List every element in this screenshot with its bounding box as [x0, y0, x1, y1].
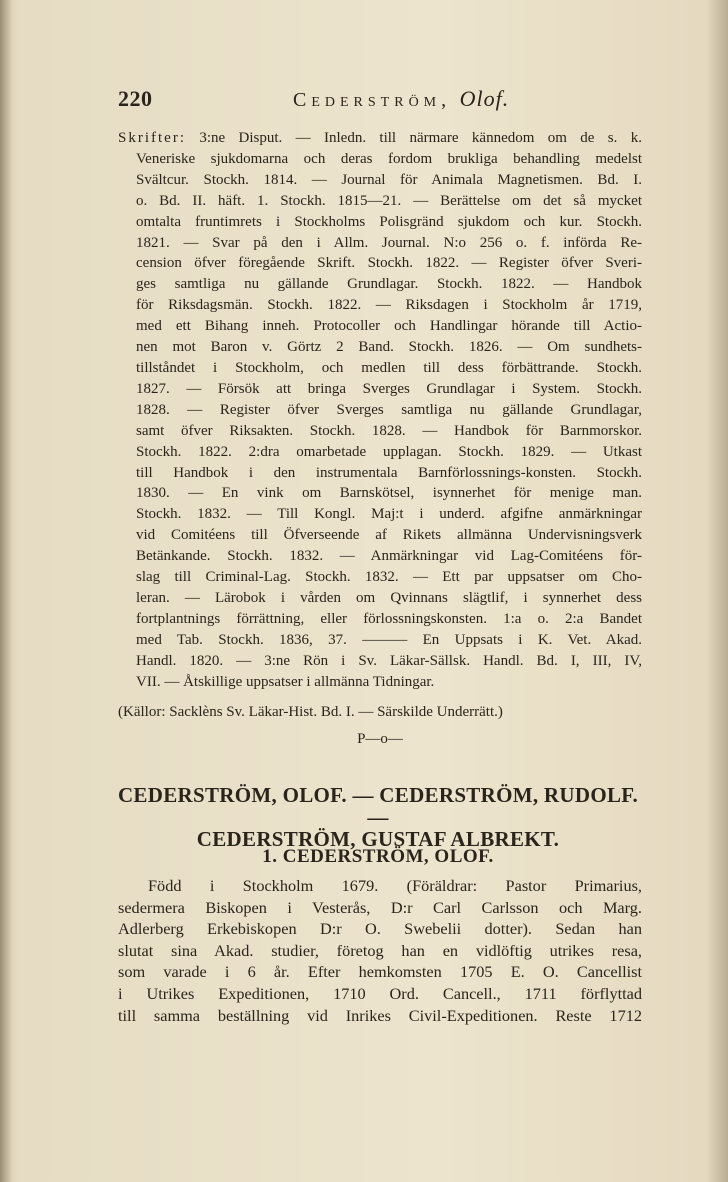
writings-line: omtalta fruntimrets i Stockholms Polisgränd sjukdom och kur. Stockh.	[136, 213, 642, 230]
entry-title-line: CEDERSTRÖM, GUSTAF ALBREKT.	[196, 827, 560, 851]
writings-line: o. Bd. II. häft. 1. Stockh. 1815—21. — Berättelse om det så mycket	[136, 192, 642, 209]
writings-line: samt öfver Riksakten. Stockh. 1828. — Handbok för Barnmorskor.	[136, 422, 642, 439]
writings-line: 1827. — Försök att bringa Sverges Grundlagar i System. Stockh.	[136, 380, 642, 397]
writings-line: Veneriske sjukdomarna och deras fordom brukliga behandling medelst	[136, 150, 642, 167]
page-number: 220	[118, 86, 153, 111]
writings-line: VII. — Åtskillige uppsatser i allmänna Tidningar.	[136, 673, 435, 690]
writings-line: med Tab. Stockh. 1836, 37. ——— En Uppsats i K. Vet. Akad.	[136, 631, 642, 648]
writings-line: Svältcur. Stockh. 1814. — Journal för Animala Magnetismen. Bd. I.	[136, 171, 642, 188]
biography-line: som varade i 6 år. Efter hemkomsten 1705 E. O. Cancellist	[118, 962, 642, 982]
running-head	[293, 86, 509, 112]
author-signature: P—o—	[357, 731, 403, 748]
writings-line: Stockh. 1822. 2:dra omarbetade upplagan. Stockh. 1829. — Utkast	[136, 443, 642, 460]
section-heading: 1. CEDERSTRÖM, OLOF.	[262, 846, 494, 867]
writings-line: Handl. 1820. — 3:ne Rön i Sv. Läkar-Sällsk. Handl. Bd. I, III, IV,	[136, 652, 642, 669]
writings-line: slag till Criminal-Lag. Stockh. 1832. — Ett par uppsatser om Cho-	[136, 569, 642, 586]
writings-line: fortplantnings förrättning, eller förlossningskonsten. 1:a o. 2:a Bandet	[136, 610, 642, 627]
writings-line: med ett Bihang inneh. Protocoller och Handlingar hörande till Actio-	[136, 318, 642, 335]
running-head-surname: Cederström,	[293, 89, 452, 111]
writings-line: till Handbok i den instrumentala Barnförlossnings-konsten. Stockh.	[136, 464, 642, 481]
biography-line: sedermera Biskopen i Vesterås, D:r Carl Carlsson och Marg.	[118, 897, 642, 917]
writings-line: 3:ne Disput. — Inledn. till närmare kännedom om de s. k.	[199, 130, 642, 146]
sources-note: (Källor: Sacklèns Sv. Läkar-Hist. Bd. I. — Särskilde Underrätt.)	[118, 704, 503, 721]
writings-line: ges samtliga nu gällande Grundlagar. Stockh. 1822. — Handbok	[136, 276, 642, 293]
writings-line: leran. — Lärobok i vården om Qvinnans slägtlif, i synnerhet dess	[136, 589, 642, 606]
biography-text	[118, 875, 642, 1026]
biography-line: Adlerberg Erkebiskopen D:r O. Swebelii dotter). Sedan han	[118, 919, 642, 939]
writings-line: vid Comitéens till Öfverseende af Rikets allmänna Undervisningsverk	[136, 527, 642, 544]
writings-first-line	[118, 128, 642, 149]
writings-line: cension öfver föregående Skrift. Stockh. 1822. — Register öfver Sveri-	[136, 255, 642, 272]
writings-line: 1830. — En vink om Barnskötsel, isynnerhet för menige man.	[136, 485, 642, 502]
biography-line: slutat sina Akad. studier, företog han en vidlöftig utrikes resa,	[118, 940, 642, 960]
page-edge-shadow	[706, 0, 728, 1182]
running-head-given-name: Olof.	[459, 86, 510, 111]
writings-label: Skrifter:	[118, 130, 186, 146]
biography-line: Född i Stockholm 1679. (Föräldrar: Pastor Primarius,	[148, 876, 642, 895]
writings-line: 1821. — Svar på den i Allm. Journal. N:o 256 o. f. införda Re-	[136, 234, 642, 251]
entry-title	[108, 784, 648, 850]
writings-line: för Riksdagsmän. Stockh. 1822. — Riksdagen i Stockholm år 1719,	[136, 297, 642, 314]
entry-title-line: CEDERSTRÖM, OLOF. — CEDERSTRÖM, RUDOLF. —	[117, 783, 639, 829]
writings-line: nen mot Baron v. Görtz 2 Band. Stockh. 1826. — Om sundhets-	[136, 339, 642, 356]
writings-line: Betänkande. Stockh. 1832. — Anmärkningar vid Lag-Comitéens för-	[136, 548, 642, 565]
writings-section	[118, 128, 642, 750]
writings-line: Stockh. 1832. — Till Kongl. Maj:t i underd. afgifne anmärkningar	[136, 506, 642, 523]
gutter-shadow	[0, 0, 12, 1182]
writings-line: 1828. — Register öfver Sverges samtliga nu gällande Grundlagar,	[136, 401, 642, 418]
biography-line: i Utrikes Expeditionen, 1710 Ord. Cancell., 1711 förflyttad	[118, 983, 642, 1003]
biography-line: till samma beställning vid Inrikes Civil-Expeditionen. Reste 1712	[118, 1005, 642, 1025]
writings-line: tillståndet i Stockholm, och medlen till dess förbättrande. Stockh.	[136, 359, 642, 376]
page-header	[118, 86, 638, 116]
